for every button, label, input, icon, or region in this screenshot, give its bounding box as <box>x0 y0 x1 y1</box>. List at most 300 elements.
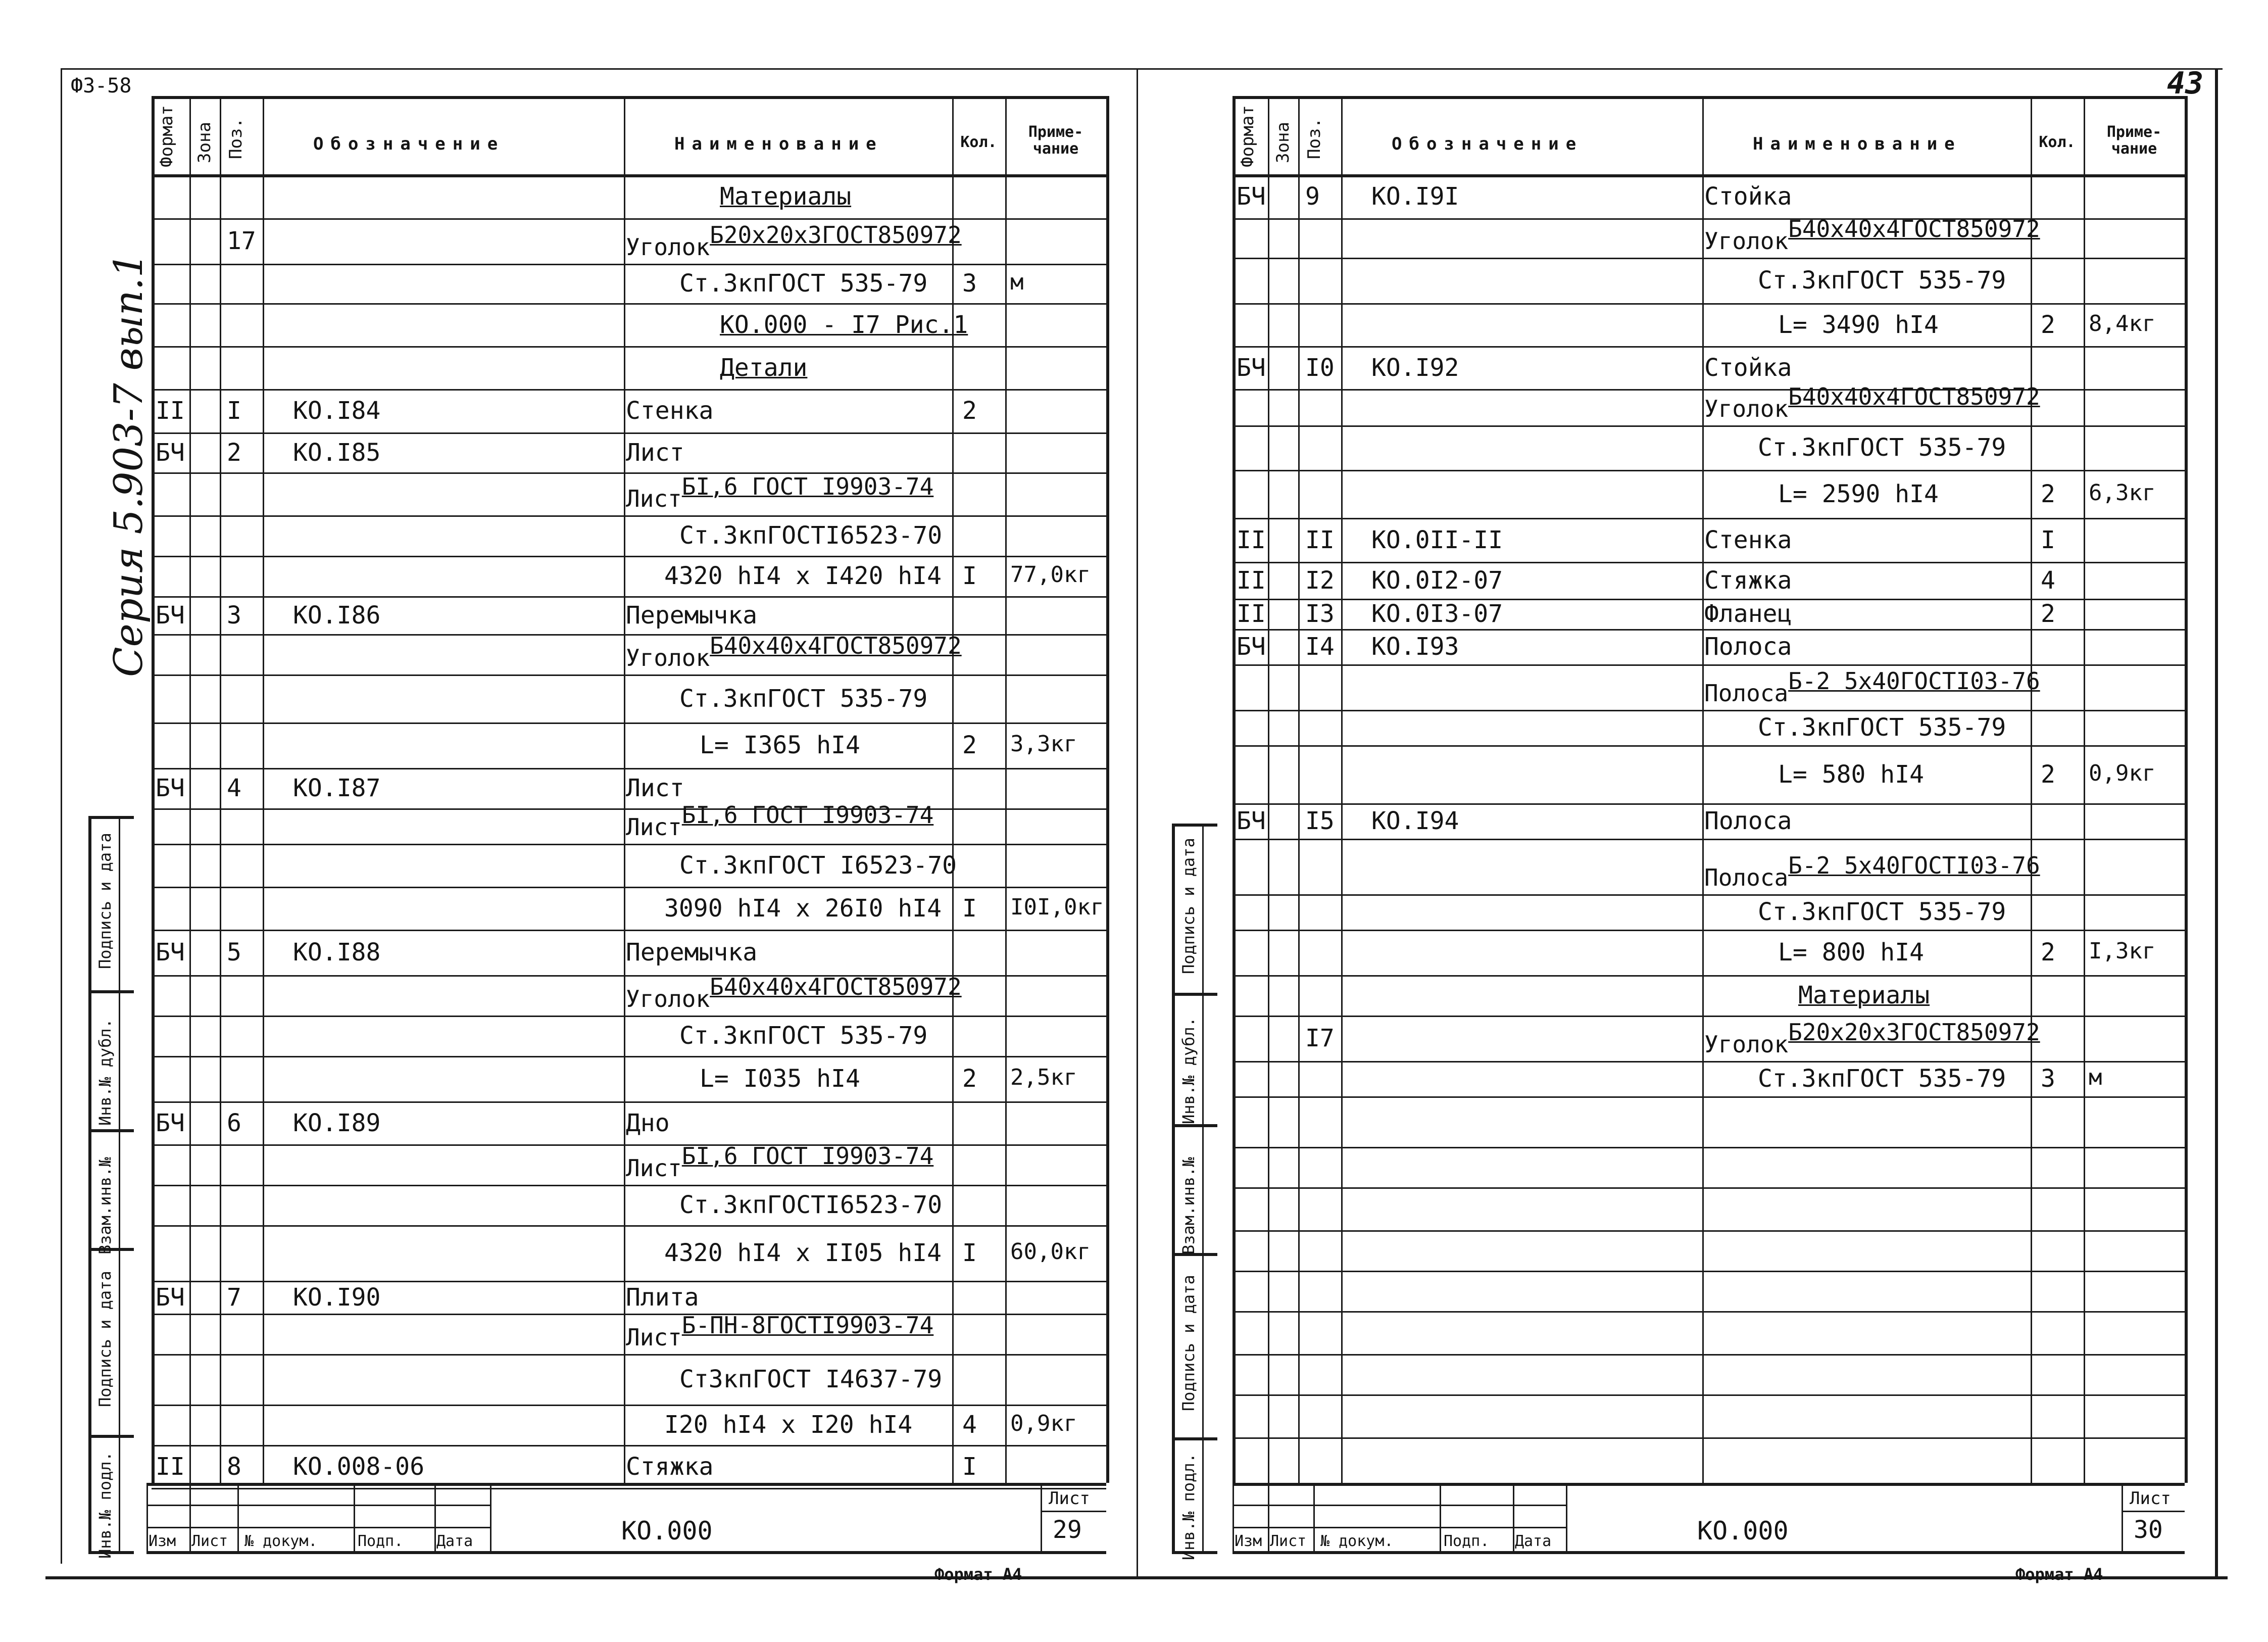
rule-line <box>1513 1483 1514 1551</box>
row-format: БЧ <box>1237 633 1266 661</box>
rule-line <box>1232 710 2185 711</box>
header-pos: Поз. <box>226 118 246 159</box>
corner-mark: ФЗ-58 <box>71 74 132 98</box>
row-quantity: 2 <box>962 731 977 759</box>
rule-line <box>152 1016 1106 1017</box>
row-name-grade: Б20x20x3ГОСТ850972 <box>710 221 962 249</box>
row-name-grade: БI,6 ГОСТ I9903-74 <box>681 473 934 500</box>
row-format: БЧ <box>1237 182 1266 211</box>
side-stamp-podpis1: Подпись и дата <box>95 832 115 969</box>
rule-line <box>152 1354 1106 1356</box>
row-position: I0 <box>1305 353 1335 382</box>
header-designation: Обозначение <box>313 134 505 154</box>
rule-line <box>1232 389 2185 391</box>
row-designation: КО.008-06 <box>293 1452 425 1481</box>
stamp-sheet-number: 29 <box>1053 1516 1082 1544</box>
side-stamp-inv-podl: Инв.№ подл. <box>1179 1453 1198 1560</box>
row-name: L= I035 hI4 <box>700 1065 860 1093</box>
page-divider <box>1137 68 1138 1579</box>
rule-line <box>1232 1483 2185 1486</box>
page-number-mark: 43 <box>2167 66 2204 101</box>
row-name-fraction <box>626 632 962 671</box>
row-name-prefix: Лист <box>626 1324 682 1351</box>
rule-line <box>146 1505 490 1506</box>
side-stamp-inv-podl: Инв.№ подл. <box>95 1452 115 1559</box>
header-qty: Кол. <box>2039 133 2076 151</box>
rule-line <box>1232 1096 2185 1098</box>
row-name: Полоса <box>1704 807 1792 835</box>
header-zone: Зона <box>1273 122 1293 163</box>
rule-line <box>152 432 1106 434</box>
rule-line <box>152 218 1106 220</box>
row-name: L= 800 hI4 <box>1778 938 1924 967</box>
row-designation: КО.I90 <box>293 1283 381 1312</box>
row-name-prefix: Уголок <box>1704 227 1789 255</box>
row-note: 0,9кг <box>1010 1411 1077 1436</box>
rule-line <box>1232 1354 2185 1356</box>
rule-line <box>1313 1483 1315 1551</box>
rule-line <box>152 389 1106 391</box>
rule-line <box>1041 1483 1042 1551</box>
row-note: 2,5кг <box>1010 1065 1077 1090</box>
header-format: Формат <box>157 105 177 167</box>
row-name-prefix: Уголок <box>626 233 710 261</box>
rule-line <box>152 346 1106 348</box>
row-name: 4320 hI4 x II05 hI4 <box>664 1239 942 1267</box>
row-position: 17 <box>227 227 256 255</box>
row-name-material: Ст.3кпГОСТ 535-79 <box>1758 433 2006 462</box>
rule-line <box>1202 824 1204 1551</box>
rule-line <box>189 1483 191 1551</box>
row-name: Материалы <box>720 182 852 211</box>
stamp-data: Дата <box>436 1532 473 1550</box>
rule-line <box>1172 1437 1217 1440</box>
row-name-grade: Б40x40x4ГОСТ850972 <box>1788 215 2040 243</box>
side-stamp-inv-dubl: Инв.№ дубл. <box>1179 1017 1198 1124</box>
row-designation: КО.I86 <box>293 601 381 630</box>
rule-line <box>152 1101 1106 1103</box>
rule-line <box>1232 518 2185 519</box>
rule-line <box>1172 1124 1217 1127</box>
row-position: I7 <box>1305 1024 1335 1052</box>
rule-line <box>152 1185 1106 1186</box>
row-note: 8,4кг <box>2089 310 2156 336</box>
rule-line <box>152 1405 1106 1406</box>
rule-line <box>1172 824 1175 1551</box>
row-name-prefix: Уголок <box>626 644 710 671</box>
row-name-grade: Б40x40x4ГОСТ850972 <box>710 973 962 1000</box>
row-name-prefix: Уголок <box>1704 395 1789 422</box>
format-label: Формат А4 <box>934 1565 1022 1584</box>
rule-line <box>152 264 1106 265</box>
row-format: БЧ <box>156 774 185 802</box>
row-designation: КО.I87 <box>293 774 381 802</box>
row-format: II <box>1237 525 1266 554</box>
rule-line <box>1232 174 2185 177</box>
stamp-document: КО.000 <box>621 1516 713 1546</box>
header-designation: Обозначение <box>1392 134 1584 154</box>
row-note: I0I,0кг <box>1010 894 1104 920</box>
rule-line <box>1232 930 2185 931</box>
rule-line <box>1232 894 2185 896</box>
row-name-fraction <box>626 801 934 841</box>
row-quantity: 2 <box>962 1065 977 1093</box>
row-name-fraction <box>1704 1019 2040 1058</box>
row-name-fraction <box>626 1142 934 1182</box>
stamp-izm: Изм <box>149 1532 176 1550</box>
row-name: Материалы <box>1798 981 1930 1009</box>
rule-line <box>152 1281 1106 1282</box>
row-name-prefix: Лист <box>626 485 682 512</box>
rule-line <box>152 844 1106 845</box>
rule-line <box>1232 1147 2185 1148</box>
rule-line <box>490 1483 491 1551</box>
frame-left <box>61 68 62 1564</box>
rule-line <box>237 1483 239 1551</box>
rule-line <box>1232 1505 1566 1506</box>
rule-line <box>152 472 1106 474</box>
rule-line <box>152 975 1106 977</box>
row-name-material: Ст3кпГОСТ I4637-79 <box>679 1365 943 1393</box>
row-name: I20 hI4 x I20 hI4 <box>664 1411 913 1439</box>
side-stamp-vzam: Взам.инв.№ <box>95 1156 115 1254</box>
row-name: 4320 hI4 x I420 hI4 <box>664 562 942 590</box>
header-note: Приме-чание <box>1028 123 1083 158</box>
rule-line <box>1232 425 2185 427</box>
row-name-grade: Б-2 5x40ГОСТI03-76 <box>1788 852 2040 879</box>
row-quantity: I <box>962 1239 977 1267</box>
row-quantity: I <box>962 562 977 590</box>
row-designation: КО.I92 <box>1371 353 1459 382</box>
row-name-grade: Б-ПН-8ГОСТI9903-74 <box>681 1312 934 1339</box>
row-designation: КО.I84 <box>293 397 381 425</box>
row-note: 0,9кг <box>2089 760 2156 786</box>
rule-line <box>88 990 134 993</box>
row-format: БЧ <box>156 1108 185 1137</box>
rule-line <box>152 1488 1106 1489</box>
stamp-izm: Изм <box>1235 1532 1262 1550</box>
row-designation: КО.0I2-07 <box>1371 566 1503 595</box>
row-designation: КО.0II-II <box>1371 525 1503 554</box>
rule-line <box>152 930 1106 931</box>
row-quantity: I <box>962 1452 977 1481</box>
stamp-list: Лист <box>191 1532 228 1550</box>
rule-line <box>88 816 134 819</box>
row-position: 8 <box>227 1452 241 1481</box>
rule-line <box>1172 993 1217 996</box>
rule-line <box>152 1314 1106 1315</box>
row-name: Полоса <box>1704 633 1792 661</box>
rule-line <box>1232 303 2185 305</box>
rule-line <box>146 1551 1106 1554</box>
row-name-prefix: Уголок <box>626 985 710 1012</box>
row-name: L= 3490 hI4 <box>1778 310 1939 339</box>
stamp-sheet-number: 30 <box>2134 1516 2163 1544</box>
row-quantity: 4 <box>962 1411 977 1439</box>
row-designation: КО.0I3-07 <box>1371 600 1503 628</box>
rule-line <box>1106 96 1109 1483</box>
row-format: II <box>1237 600 1266 628</box>
row-position: 9 <box>1305 182 1320 211</box>
frame-top <box>61 68 2223 70</box>
rule-line <box>1172 824 1217 827</box>
rule-line <box>152 887 1106 888</box>
row-position: 6 <box>227 1108 241 1137</box>
rule-line <box>88 1435 134 1438</box>
rule-line <box>434 1483 436 1551</box>
rule-line <box>152 808 1106 810</box>
row-position: 5 <box>227 938 241 967</box>
stamp-podp: Подп. <box>358 1532 404 1550</box>
row-position: I5 <box>1305 807 1335 835</box>
stamp-ndok: № докум. <box>244 1532 318 1550</box>
row-format: БЧ <box>156 938 185 967</box>
rule-line <box>1232 562 2185 563</box>
row-name: Плита <box>626 1283 699 1312</box>
row-format: БЧ <box>156 1283 185 1312</box>
stamp-data: Дата <box>1515 1532 1552 1550</box>
row-name-material: Ст.3кпГОСТ 535-79 <box>679 269 928 298</box>
side-stamp-inv-dubl: Инв.№ дубл. <box>95 1018 115 1126</box>
frame-right <box>2215 68 2218 1579</box>
row-name: Фланец <box>1704 600 1792 628</box>
header-name: Наименование <box>674 134 883 154</box>
rule-line <box>1232 1187 2185 1189</box>
rule-line <box>1232 1437 2185 1439</box>
row-name: Лист <box>626 438 684 467</box>
row-name: L= I365 hI4 <box>700 731 860 759</box>
row-name-prefix: Лист <box>626 813 682 841</box>
side-stamp-vzam: Взам.инв.№ <box>1179 1156 1198 1254</box>
row-name-fraction <box>626 221 962 261</box>
row-format: БЧ <box>156 438 185 467</box>
rule-line <box>88 1129 134 1132</box>
row-name: Перемычка <box>626 938 758 967</box>
rule-line <box>146 1483 1106 1486</box>
row-format: БЧ <box>156 601 185 630</box>
row-note: 77,0кг <box>1010 562 1091 588</box>
row-designation: КО.I94 <box>1371 807 1459 835</box>
row-name-material: Ст.3кпГОСТ 535-79 <box>1758 898 2006 926</box>
row-note: 3,3кг <box>1010 731 1077 757</box>
side-stamp-podpis2: Подпись и дата <box>1179 1274 1198 1411</box>
row-name: Лист <box>626 774 684 802</box>
rule-line <box>2185 96 2188 1483</box>
row-quantity: 2 <box>2041 600 2055 628</box>
row-name: Стойка <box>1704 182 1792 211</box>
rule-line <box>354 1483 355 1551</box>
header-format: Формат <box>1238 105 1258 167</box>
row-name-grade: Б40x40x4ГОСТ850972 <box>710 632 962 659</box>
row-quantity: 3 <box>962 269 977 298</box>
row-name-material: Ст.3кпГОСТ 535-79 <box>1758 1065 2006 1093</box>
format-label: Формат А4 <box>2015 1565 2103 1584</box>
row-position: 4 <box>227 774 241 802</box>
rule-line <box>1232 1483 1234 1551</box>
row-note: 60,0кг <box>1010 1239 1091 1265</box>
rule-line <box>152 1225 1106 1227</box>
row-position: 7 <box>227 1283 241 1312</box>
row-name-prefix: Полоса <box>1704 680 1789 707</box>
series-title: Серия 5.903-7 вып.1 <box>106 252 152 677</box>
row-name-fraction <box>1704 215 2040 255</box>
row-name-grade: БI,6 ГОСТ I9903-74 <box>681 1142 934 1170</box>
row-position: 2 <box>227 438 241 467</box>
row-name-fraction <box>626 1312 934 1351</box>
rule-line <box>1232 1527 1566 1528</box>
rule-line <box>1232 1271 2185 1272</box>
row-designation: КО.I93 <box>1371 633 1459 661</box>
rule-line <box>1232 96 2185 99</box>
rule-line <box>1440 1483 1441 1551</box>
side-stamp-podpis1: Подпись и дата <box>1179 837 1198 974</box>
row-position: I <box>227 397 241 425</box>
row-format: II <box>156 1452 185 1481</box>
rule-line <box>146 1527 490 1528</box>
row-name-material: Ст.3кпГОСТI6523-70 <box>679 521 943 550</box>
rule-line <box>152 768 1106 769</box>
row-designation: КО.I85 <box>293 438 381 467</box>
row-name-material: Ст.3кпГОСТ 535-79 <box>1758 713 2006 742</box>
row-name-grade: Б-2 5x40ГОСТI03-76 <box>1788 667 2040 695</box>
row-format: БЧ <box>1237 353 1266 382</box>
row-quantity: 2 <box>2041 310 2055 339</box>
row-designation: КО.I9I <box>1371 182 1459 211</box>
row-format: II <box>1237 566 1266 595</box>
header-name: Наименование <box>1753 134 1962 154</box>
header-zone: Зона <box>194 122 215 163</box>
row-name-material: Ст.3кпГОСТ 535-79 <box>679 684 928 713</box>
stamp-podp: Подп. <box>1444 1532 1490 1550</box>
rule-line <box>146 1483 148 1551</box>
row-name-grade: БI,6 ГОСТ I9903-74 <box>681 801 934 829</box>
row-name: L= 580 hI4 <box>1778 760 1924 789</box>
row-name-prefix: Лист <box>626 1154 682 1182</box>
rule-line <box>1232 1394 2185 1396</box>
stamp-sheet-label: Лист <box>2130 1488 2171 1509</box>
stamp-sheet-label: Лист <box>1049 1488 1090 1509</box>
row-name: Детали <box>720 353 808 382</box>
side-stamp-podpis2: Подпись и дата <box>95 1271 115 1407</box>
rule-line <box>152 1144 1106 1146</box>
stamp-document: КО.000 <box>1697 1516 1789 1546</box>
row-quantity: 4 <box>2041 566 2055 595</box>
row-name-fraction <box>626 473 934 512</box>
row-name: 3090 hI4 x 26I0 hI4 <box>664 894 942 923</box>
row-note: I,3кг <box>2089 938 2156 964</box>
row-name: Стенка <box>626 397 714 425</box>
rule-line <box>152 1056 1106 1057</box>
row-name-prefix: Уголок <box>1704 1031 1789 1058</box>
rule-line <box>1232 629 2185 631</box>
row-quantity: 2 <box>2041 760 2055 789</box>
row-position: II <box>1305 525 1335 554</box>
row-position: I2 <box>1305 566 1335 595</box>
rule-line <box>1232 839 2185 840</box>
rule-line <box>1232 1311 2185 1313</box>
row-name-material: Ст.3кпГОСТ 535-79 <box>1758 266 2006 295</box>
row-note: м <box>1010 269 1024 295</box>
rule-line <box>119 816 120 1551</box>
row-designation: КО.I88 <box>293 938 381 967</box>
row-quantity: 2 <box>962 397 977 425</box>
rule-line <box>152 674 1106 676</box>
row-designation: КО.I89 <box>293 1108 381 1137</box>
row-name: Стяжка <box>1704 566 1792 595</box>
rule-line <box>88 816 91 1551</box>
rule-line <box>152 634 1106 636</box>
row-name-material: Ст.3кпГОСТ 535-79 <box>679 1022 928 1050</box>
rule-line <box>1232 664 2185 666</box>
row-name: Стяжка <box>626 1452 714 1481</box>
row-name-fraction <box>1704 667 2040 707</box>
row-format: II <box>156 397 185 425</box>
row-name-fraction <box>1704 852 2040 891</box>
rule-line <box>1232 745 2185 747</box>
rule-line <box>1232 218 2185 220</box>
rule-line <box>1566 1483 1567 1551</box>
rule-line <box>2122 1511 2185 1512</box>
rule-line <box>1268 1483 1269 1551</box>
row-position: I3 <box>1305 600 1335 628</box>
rule-line <box>1232 470 2185 471</box>
row-quantity: I <box>2041 525 2055 554</box>
rule-line <box>1232 1551 2185 1554</box>
rule-line <box>1041 1511 1106 1512</box>
rule-line <box>152 722 1106 724</box>
rule-line <box>152 303 1106 305</box>
rule-line <box>1232 1230 2185 1232</box>
row-name: Перемычка <box>626 601 758 630</box>
row-format: БЧ <box>1237 807 1266 835</box>
rule-line <box>1232 975 2185 977</box>
rule-line <box>1232 346 2185 348</box>
rule-line <box>1232 1061 2185 1063</box>
rule-line <box>152 1445 1106 1446</box>
row-name: КО.000 - I7 Рис.1 <box>720 310 968 339</box>
rule-line <box>1232 803 2185 805</box>
header-qty: Кол. <box>960 133 997 151</box>
row-name: L= 2590 hI4 <box>1778 479 1939 508</box>
row-note: 6,3кг <box>2089 479 2156 506</box>
row-name-fraction <box>1704 383 2040 422</box>
header-note: Приме-чание <box>2106 123 2162 158</box>
rule-line <box>152 596 1106 598</box>
row-name: Стойка <box>1704 353 1792 382</box>
row-name-material: Ст.3кпГОСТI6523-70 <box>679 1191 943 1219</box>
row-name: Дно <box>626 1108 670 1137</box>
row-quantity: I <box>962 894 977 923</box>
row-name-prefix: Полоса <box>1704 864 1789 891</box>
stamp-ndok: № докум. <box>1320 1532 1394 1550</box>
row-name: Стенка <box>1704 525 1792 554</box>
row-position: I4 <box>1305 633 1335 661</box>
rule-line <box>152 556 1106 557</box>
row-quantity: 3 <box>2041 1065 2055 1093</box>
rule-line <box>152 174 1106 177</box>
rule-line <box>2122 1483 2123 1551</box>
row-quantity: 2 <box>2041 938 2055 967</box>
row-note: м <box>2089 1065 2102 1090</box>
stamp-list: Лист <box>1270 1532 1307 1550</box>
row-name-fraction <box>626 973 962 1012</box>
row-position: 3 <box>227 601 241 630</box>
row-name-grade: Б20x20x3ГОСТ850972 <box>1788 1019 2040 1046</box>
row-quantity: 2 <box>2041 479 2055 508</box>
rule-line <box>1232 258 2185 259</box>
rule-line <box>1232 1016 2185 1017</box>
row-name-material: Ст.3кпГОСТ I6523-70 <box>679 851 957 880</box>
